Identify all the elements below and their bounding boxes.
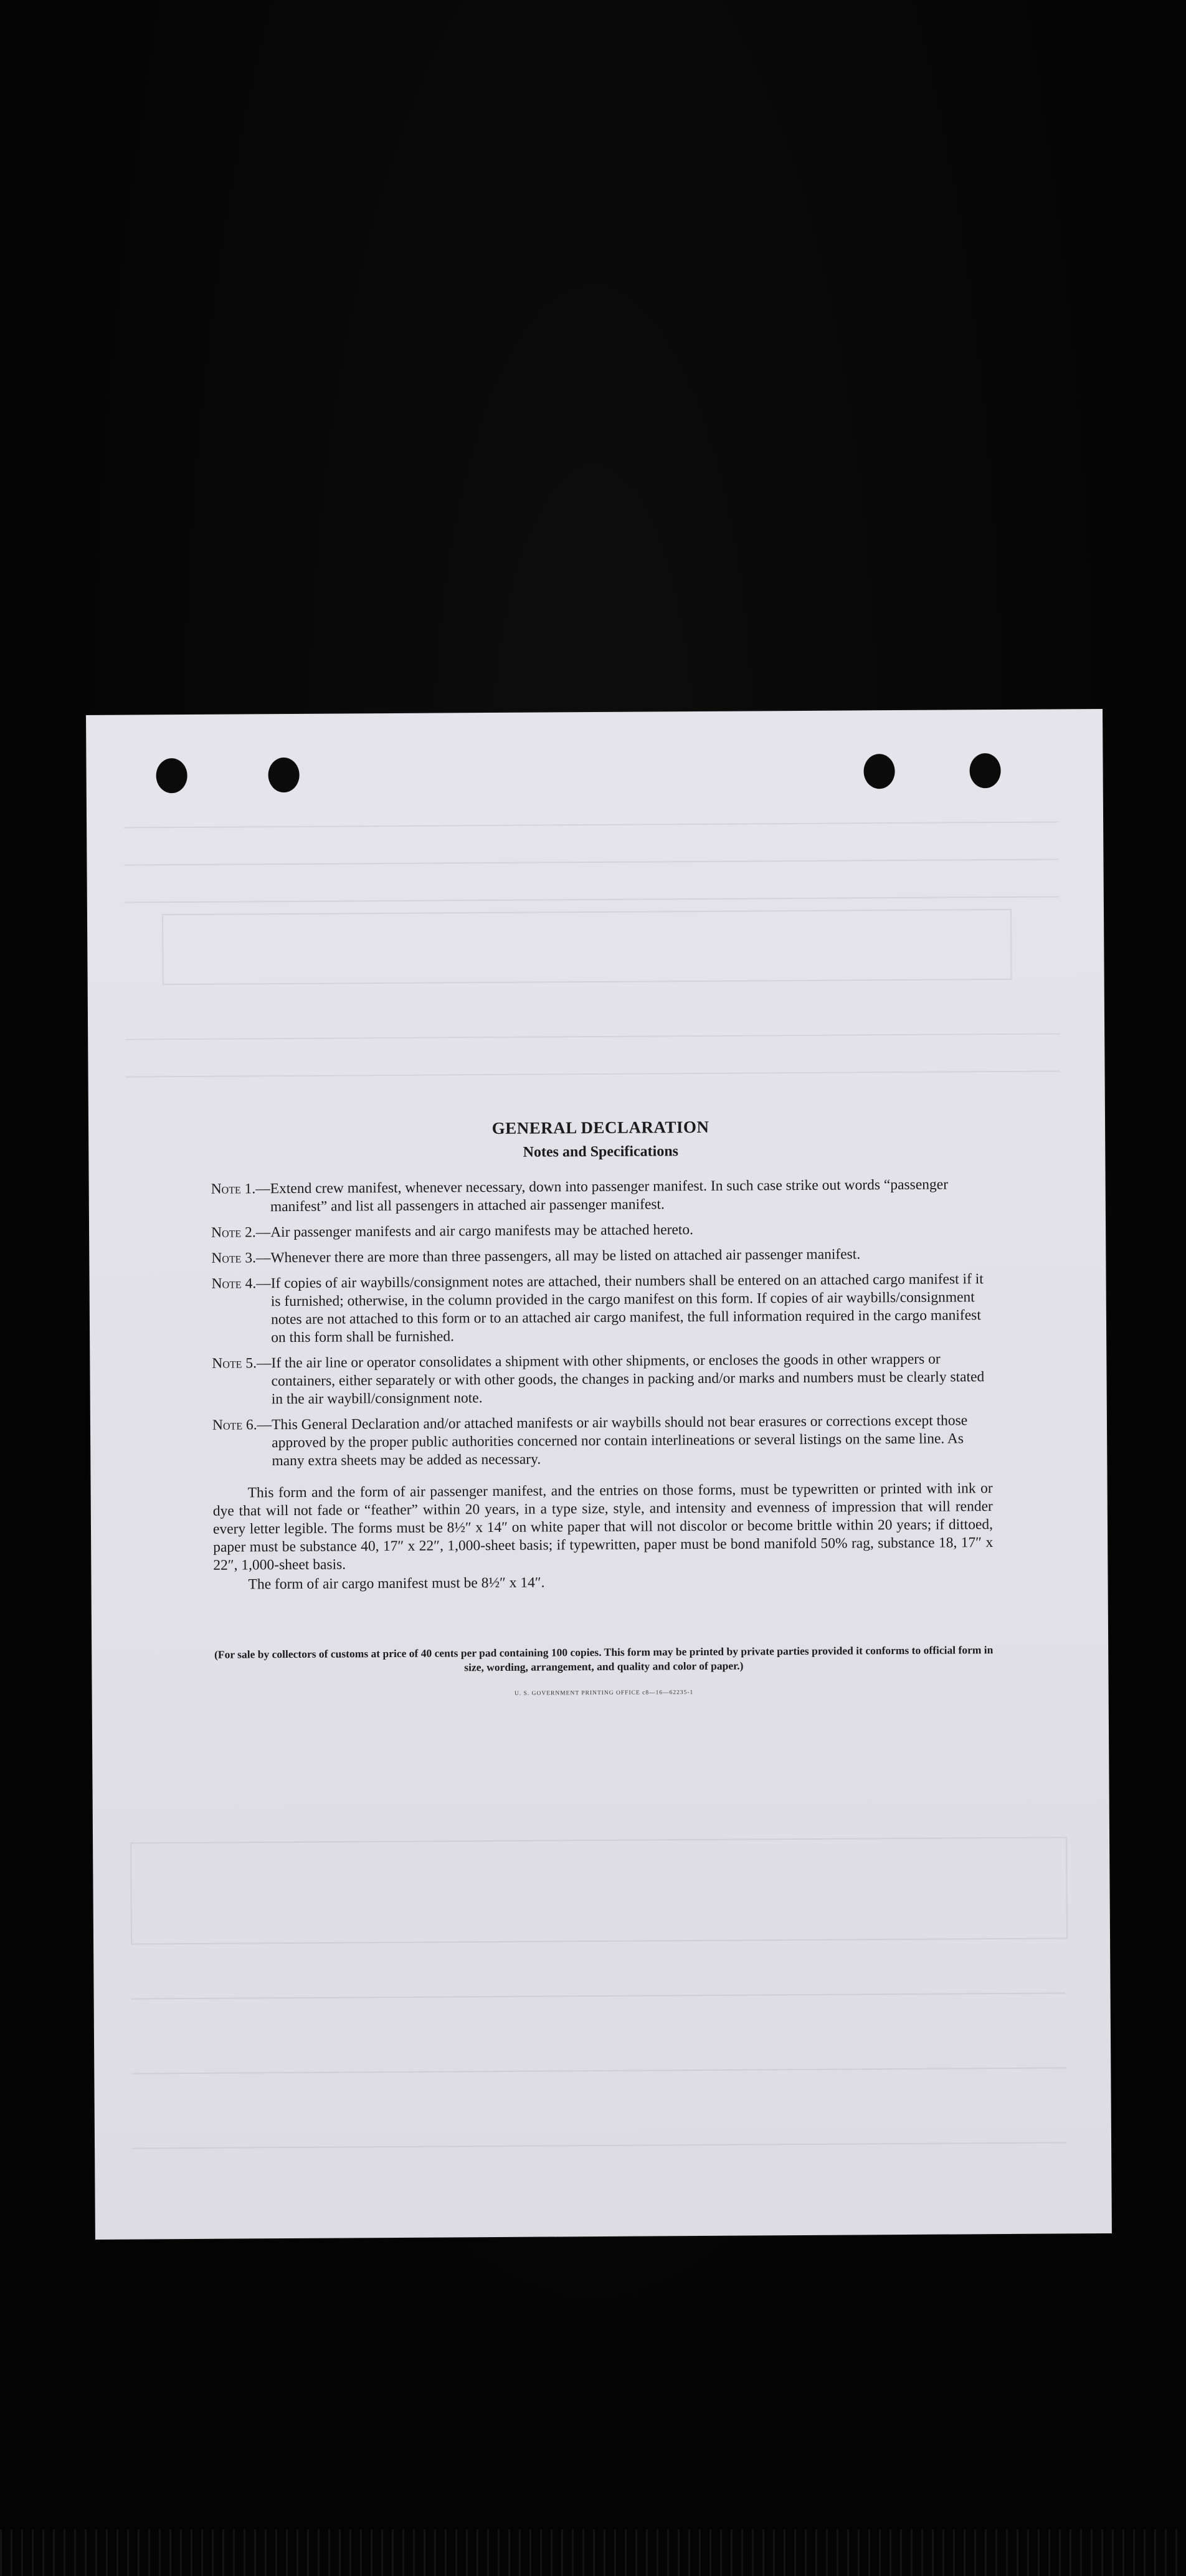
note-4: [212, 1270, 992, 1347]
punch-hole: [863, 754, 894, 789]
bleed-through-rule: [124, 821, 1058, 828]
note-text: This General Declaration and/or attached manifests or air waybills should not bear erasures or corrections except those approved by the proper public authorities concerned nor contain interlineations or several listings on the same line. As many extra sheets may be added as necessary.: [271, 1412, 968, 1470]
note-text: If the air line or operator consolidates a shipment with other shipments, or encloses the goods in other wrappers or containers, either separately or with other goods, the changes in packing and/or marks and numbers must be clearly stated in the air waybill/consignment note.: [271, 1351, 985, 1408]
note-label: Note 5.—: [212, 1355, 272, 1372]
note-text: Air passenger manifests and air cargo manifests may be attached hereto.: [270, 1222, 694, 1241]
form-specifications-paragraph: This form and the form of air passenger manifest, and the entries on those forms, must be typewritten or printed with ink or dye that will not fade or “feather” within 20 years, in a type size, style, and intensity and evenness of impression that will render every letter legible. The forms must be 8½″ x 14″ on white paper that will not discolor or become brittle within 20 years; if dittoed, paper must be substance 40, 17″ x 22″, 1,000-sheet basis; if typewritten, paper must be bond manifold 50% rag, substance 18, 17″ x 22″, 1,000-sheet basis.: [212, 1480, 994, 1574]
note-1: [211, 1176, 991, 1217]
note-label: Note 2.—: [211, 1224, 271, 1241]
note-6: [212, 1412, 993, 1471]
scan-edge-noise: [0, 2529, 1186, 2576]
notes-section: [211, 1116, 994, 1699]
bleed-through-rule: [126, 1070, 1060, 1077]
note-text: Whenever there are more than three passengers, all may be listed on attached air passenger manifest.: [270, 1246, 861, 1267]
bleed-through-rule: [125, 1033, 1060, 1040]
note-label: Note 3.—: [211, 1250, 271, 1267]
note-5: [212, 1350, 992, 1409]
punch-hole: [268, 758, 299, 792]
bleed-through-rule: [125, 896, 1059, 903]
bleed-through-rule: [124, 858, 1058, 865]
bleed-through-table: [130, 1837, 1068, 1944]
page-title: GENERAL DECLARATION: [491, 1117, 709, 1138]
bleed-through-table: [162, 909, 1012, 985]
note-label: Note 4.—: [211, 1275, 271, 1292]
note-label: Note 1.—: [211, 1181, 270, 1197]
document-page: [86, 709, 1112, 2240]
cargo-manifest-size-paragraph: The form of air cargo manifest must be 8½″ x 14″.: [248, 1574, 545, 1593]
note-text: If copies of air waybills/consignment notes are attached, their numbers shall be entered on an attached cargo manifest if it is furnished; otherwise, in the column provided in the cargo manifest on this form. If copies of air waybills/consignment notes are not attached to this form or to an attached air cargo manifest, the full information required in the cargo manifest on this form shall be furnished.: [270, 1271, 984, 1346]
punch-hole: [156, 758, 187, 793]
punch-hole: [969, 753, 1000, 788]
printer-imprint: U. S. GOVERNMENT PRINTING OFFICE c8—16—62235-1: [514, 1690, 694, 1697]
bleed-through-rule: [131, 2067, 1066, 2074]
bleed-through-rule: [132, 2142, 1066, 2149]
bleed-through-rule: [131, 1992, 1066, 1999]
sale-notice: (For sale by collectors of customs at price of 40 cents per pad containing 100 copies. This form may be printed by private parties provided it conforms to official form in size, wording, arrangement, and quality and color of paper.): [214, 1643, 994, 1674]
note-3: [211, 1245, 991, 1268]
note-text: Extend crew manifest, whenever necessary, down into passenger manifest. In such case strike out words “passenger manifest” and list all passengers in attached air passenger manifest.: [270, 1176, 949, 1215]
note-2: [211, 1219, 991, 1242]
note-label: Note 6.—: [212, 1417, 272, 1433]
page-subtitle: Notes and Specifications: [523, 1143, 679, 1161]
